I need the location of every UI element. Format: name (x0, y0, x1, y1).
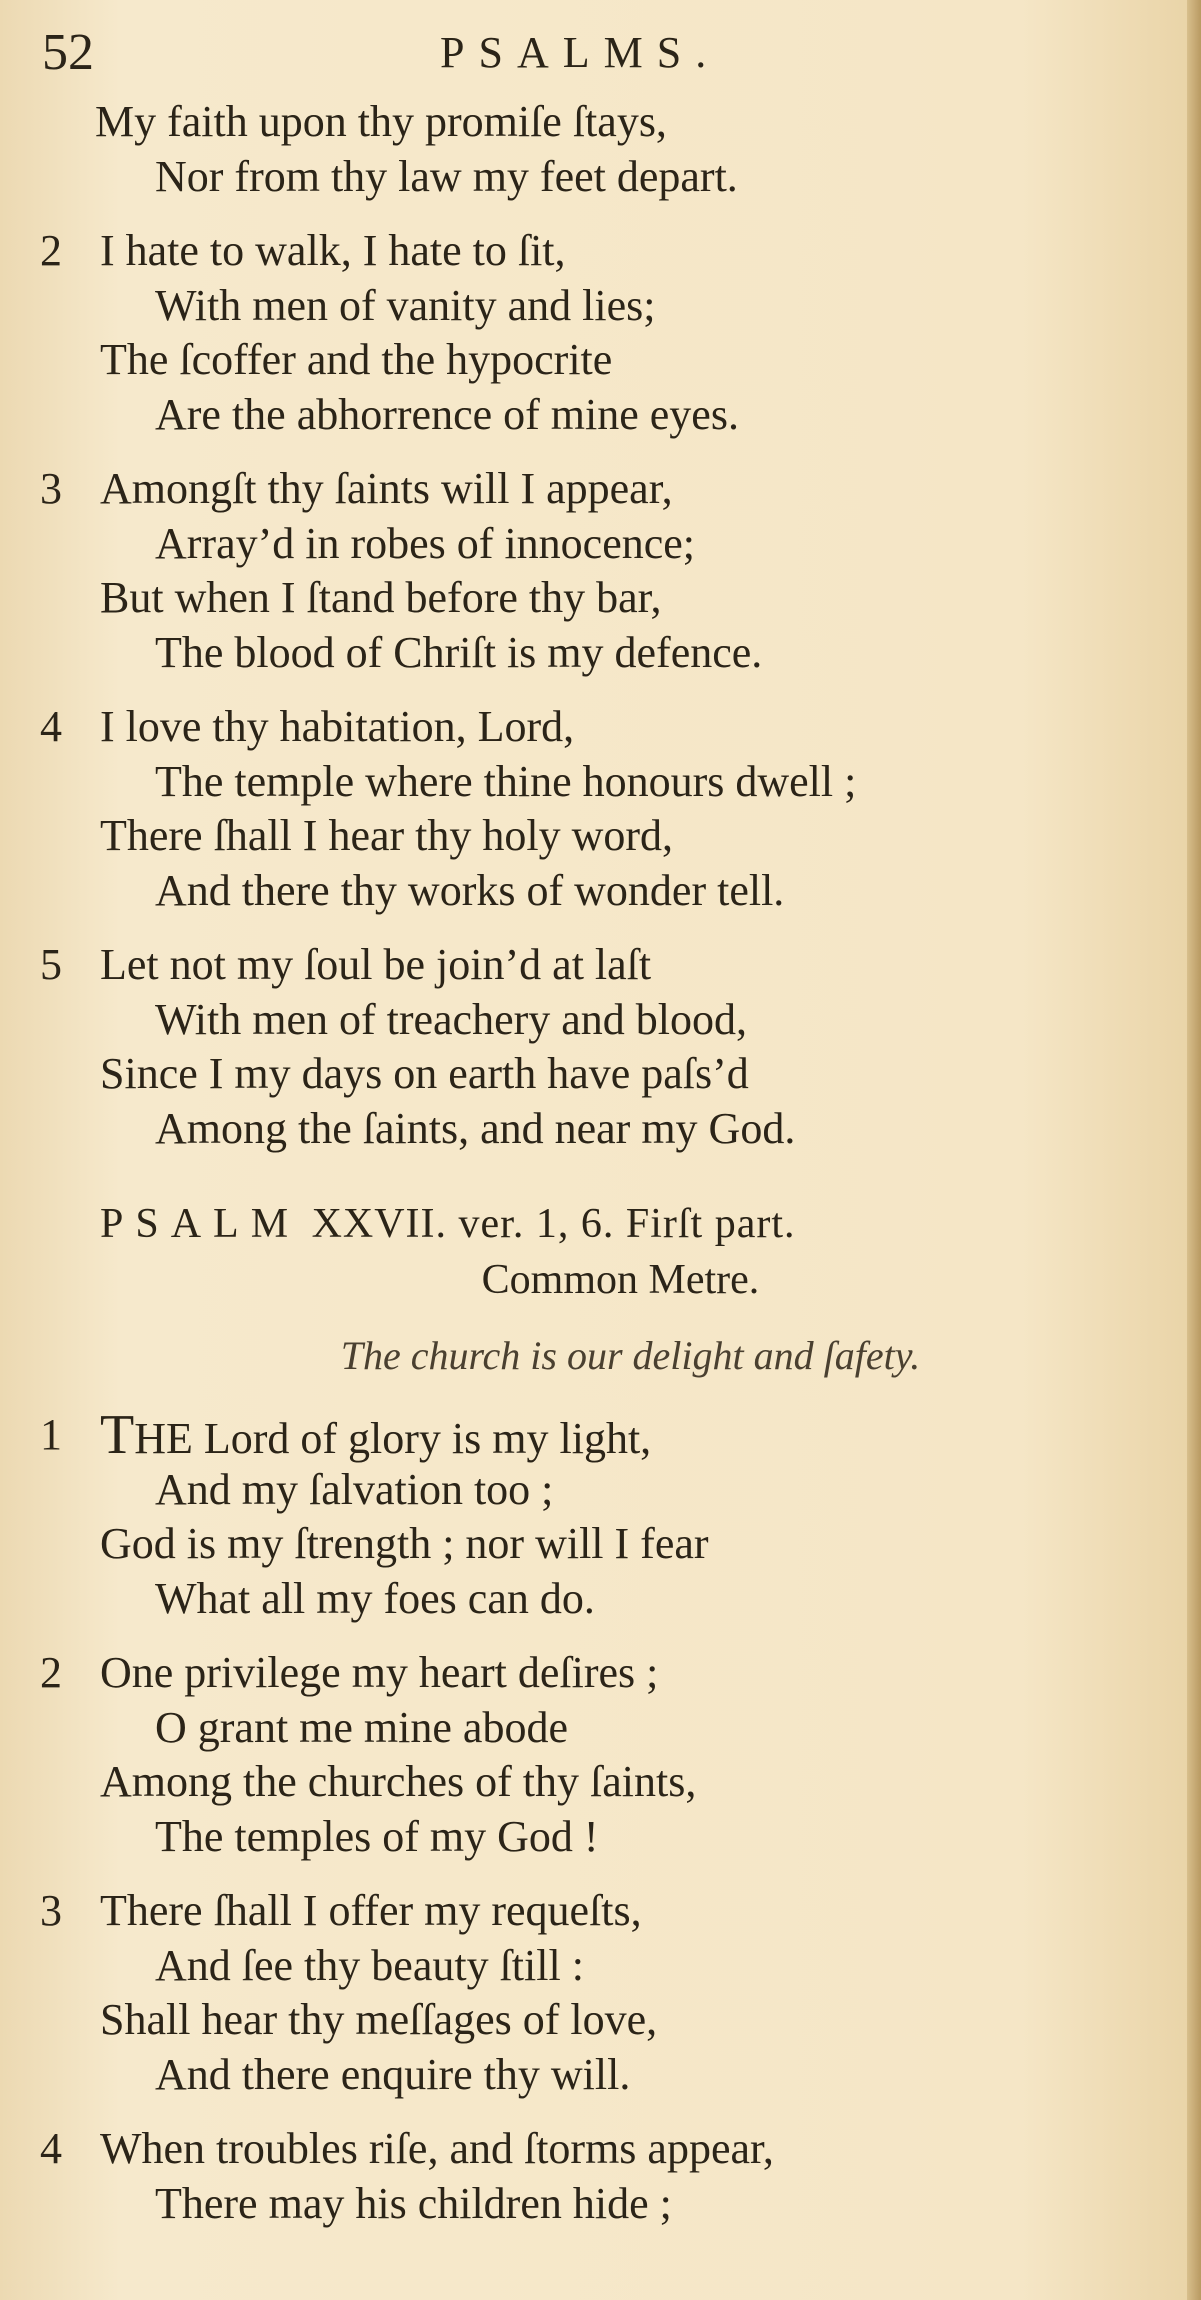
verse-line: Amongſt thy ſaints will I appear, (100, 464, 673, 513)
verse-line: Among the ſaints, and near my God. (155, 1103, 796, 1153)
verse-line: Let not my ſoul be join’d at laſt (100, 940, 652, 989)
verse-line: Since I my days on earth have paſs’d (100, 1049, 749, 1098)
stanza (0, 938, 1201, 1156)
verse-line: Nor from thy law my feet depart. (155, 151, 738, 201)
verse-line: But when I ſtand before thy bar, (100, 573, 662, 622)
verse-line: There may his children hide ; (155, 2178, 672, 2228)
verse-line: My faith upon thy promiſe ſtays, (95, 97, 667, 146)
verse-line: I hate to walk, I hate to ſit, (100, 226, 566, 275)
verse-line: The ſcoffer and the hypocrite (100, 335, 613, 384)
verse-number: 2 (40, 1648, 62, 1697)
psalm-title (0, 1196, 1201, 1252)
stanza (0, 700, 1201, 918)
psalm-title-rest: XXVII. ver. 1, 6. Firſt part. (311, 1201, 796, 1247)
verse-line: The temple where thine honours dwell ; (155, 756, 857, 806)
verse-line: Array’d in robes of innocence; (155, 518, 696, 568)
verse-line: And there thy works of wonder tell. (155, 865, 785, 915)
running-head: PSALMS. (440, 28, 721, 77)
verse-line: God is my ſtrength ; nor will I fear (100, 1519, 709, 1568)
verse-number: 3 (40, 1886, 62, 1935)
psalm-title-caps: PSALM (100, 1201, 301, 1247)
psalm-heading (0, 1196, 1201, 1386)
verse-line: Among the churches of thy ſaints, (100, 1757, 697, 1806)
verse-line: O grant me mine abode (155, 1702, 568, 1752)
stanzas-after (0, 1404, 1201, 2231)
verse-line: And there enquire thy will. (155, 2049, 631, 2099)
page-number: 52 (42, 24, 94, 81)
verse-line: When troubles riſe, and ſtorms appear, (100, 2124, 774, 2173)
verse-line: There ſhall I offer my requeſts, (100, 1886, 642, 1935)
verse-number: 5 (40, 940, 62, 989)
verse-line: And my ſalvation too ; (155, 1464, 554, 1514)
verse-line: The blood of Chriſt is my defence. (155, 627, 763, 677)
verse-number: 4 (40, 2124, 62, 2173)
verse-number: 2 (40, 226, 62, 275)
verse-line: There ſhall I hear thy holy word, (100, 811, 674, 860)
verse-line: I love thy habitation, Lord, (100, 702, 575, 751)
page-header (0, 18, 1201, 88)
stanza (0, 2122, 1201, 2231)
verse-line: What all my foes can do. (155, 1573, 595, 1623)
verse-number: 3 (40, 464, 62, 513)
verse-number: 4 (40, 702, 62, 751)
page-body (0, 95, 1201, 2251)
verse-line: And ſee thy beauty ſtill : (155, 1940, 584, 1990)
verse-line: Shall hear thy meſſages of love, (100, 1995, 658, 2044)
psalm-argument: The church is our delight and ſafety. (340, 1333, 921, 1378)
verse-line: With men of treachery and blood, (155, 994, 748, 1044)
stanzas-before (0, 95, 1201, 1156)
stanza (0, 1646, 1201, 1864)
verse-line: One privilege my heart deſires ; (100, 1648, 659, 1697)
stanza (0, 95, 1201, 204)
stanza (0, 462, 1201, 680)
verse-line: With men of vanity and lies; (155, 280, 656, 330)
verse-line (0, 1404, 1201, 1466)
verse-line: The temples of my God ! (155, 1811, 599, 1861)
verse-number: 1 (40, 1410, 62, 1459)
psalm-metre: Common Metre. (481, 1257, 760, 1303)
stanza (0, 1404, 1201, 1626)
stanza (0, 224, 1201, 442)
drop-cap: T (100, 1404, 135, 1466)
verse-line-text: HE Lord of glory is my light, (134, 1414, 652, 1463)
stanza (0, 1884, 1201, 2102)
verse-line: Are the abhorrence of mine eyes. (155, 389, 739, 439)
